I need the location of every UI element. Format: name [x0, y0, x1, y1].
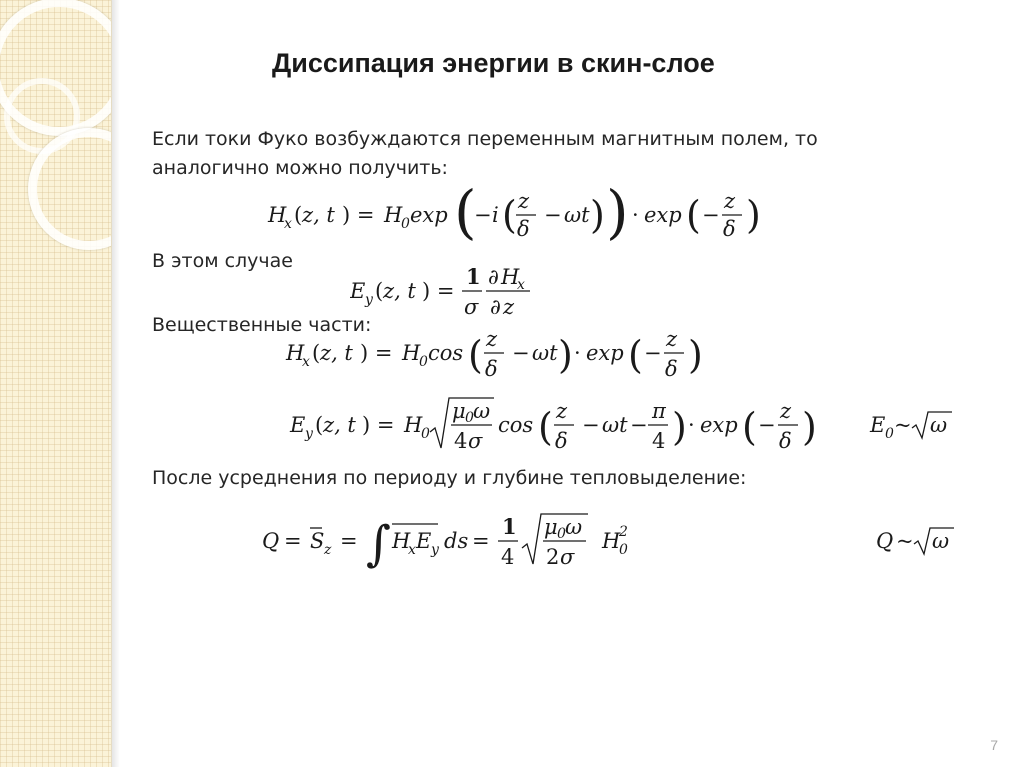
svg-text:~: ~ [894, 413, 912, 437]
svg-text:z, t: z, t [302, 203, 335, 227]
svg-text:(: ( [312, 341, 321, 365]
svg-text:(: ( [294, 203, 303, 227]
formula-ey-real [288, 392, 848, 456]
svg-text:z: z [556, 399, 568, 423]
svg-text:−: − [512, 341, 530, 365]
svg-text:z: z [780, 399, 792, 423]
svg-text:) =: ) = [360, 341, 393, 365]
svg-text:): ) [558, 333, 573, 377]
paragraph-real-parts: Вещественные части: [152, 314, 372, 336]
svg-text:∫: ∫ [366, 516, 392, 572]
svg-text:x: x [284, 216, 292, 232]
svg-text:E: E [416, 529, 432, 553]
svg-text:(: ( [686, 193, 701, 237]
svg-text:4: 4 [652, 429, 666, 453]
svg-text:0: 0 [619, 542, 628, 558]
svg-text:z: z [503, 295, 515, 319]
svg-text:exp: exp [644, 203, 682, 227]
svg-text:ωt: ωt [532, 341, 558, 365]
svg-text:δ: δ [555, 429, 568, 453]
svg-text:cos: cos [428, 341, 464, 365]
svg-text:−: − [758, 413, 776, 437]
svg-text:H: H [404, 413, 423, 437]
band-shadow [112, 0, 120, 767]
svg-text:(: ( [538, 405, 553, 449]
svg-text:E: E [350, 279, 366, 303]
slide-title: Диссипация энергии в скин-слое [272, 48, 715, 78]
svg-text:−: − [474, 203, 492, 227]
svg-text:x: x [408, 542, 416, 558]
svg-text:(: ( [315, 413, 324, 437]
svg-text:1: 1 [466, 264, 481, 289]
svg-text:0: 0 [885, 426, 894, 442]
formula-ey-complex [350, 258, 550, 324]
paragraph-intro-line-1: Если токи Фуко возбуждаются переменным магнитным полем, то [152, 128, 818, 150]
svg-text:ω: ω [565, 515, 583, 539]
paragraph-after-averaging: После усреднения по периоду и глубине тепловыделение: [152, 467, 747, 489]
paragraph-intro-line-2: аналогично можно получить: [152, 157, 448, 179]
svg-text:E: E [870, 413, 886, 437]
svg-text:1: 1 [502, 514, 517, 539]
svg-text:H: H [501, 265, 520, 289]
svg-text:): ) [802, 405, 817, 449]
svg-text:4: 4 [454, 429, 468, 453]
svg-text:H: H [602, 529, 621, 553]
svg-text:0: 0 [401, 216, 410, 232]
formula-q-average [258, 504, 658, 576]
svg-text:4: 4 [501, 545, 515, 569]
svg-text:Q: Q [262, 529, 280, 553]
svg-text:ωt: ωt [564, 203, 590, 227]
svg-text:cos: cos [498, 413, 534, 437]
svg-text:2: 2 [619, 524, 628, 540]
svg-text:y: y [305, 426, 313, 442]
svg-text:exp: exp [586, 341, 624, 365]
svg-text:S: S [310, 529, 325, 553]
svg-text:−: − [544, 203, 562, 227]
decorative-side-band [0, 0, 112, 767]
svg-text:=: = [284, 529, 302, 553]
svg-text:): ) [606, 180, 629, 246]
svg-text:Q: Q [876, 529, 894, 553]
svg-text:z: z [518, 189, 530, 213]
svg-text:z: z [324, 542, 332, 558]
svg-text:E: E [290, 413, 306, 437]
svg-text:0: 0 [421, 426, 430, 442]
paragraph-in-this-case: В этом случае [152, 250, 293, 272]
svg-text:∂: ∂ [490, 295, 501, 319]
svg-text:0: 0 [465, 410, 474, 426]
svg-text:y: y [431, 542, 439, 558]
svg-text:=: = [472, 529, 490, 553]
svg-text:): ) [746, 193, 761, 237]
svg-text:z: z [666, 327, 678, 351]
svg-text:(: ( [628, 333, 643, 377]
svg-text:): ) [672, 405, 687, 449]
svg-text:(: ( [375, 279, 384, 303]
svg-text:z, t: z, t [383, 279, 416, 303]
svg-text:ω: ω [473, 399, 491, 423]
svg-text:ω: ω [932, 529, 950, 553]
svg-text:x: x [302, 354, 310, 370]
svg-text:(: ( [502, 193, 517, 237]
svg-text:exp: exp [410, 203, 448, 227]
svg-text:·: · [688, 413, 695, 437]
svg-text:) =: ) = [422, 279, 455, 303]
svg-text:δ: δ [485, 357, 498, 381]
svg-text:): ) [688, 333, 703, 377]
svg-text:0: 0 [557, 526, 566, 542]
svg-text:2: 2 [546, 545, 560, 569]
svg-text:): ) [590, 193, 605, 237]
svg-text:H: H [286, 341, 305, 365]
page-number: 7 [990, 737, 998, 753]
svg-text:z, t: z, t [320, 341, 353, 365]
svg-text:·: · [632, 203, 639, 227]
svg-text:H: H [384, 203, 403, 227]
svg-text:ω: ω [930, 413, 948, 437]
svg-text:σ: σ [468, 429, 483, 453]
svg-text:z: z [724, 189, 736, 213]
svg-text:H: H [268, 203, 287, 227]
formula-hx-real [282, 326, 722, 386]
svg-text:x: x [517, 277, 525, 293]
svg-text:H: H [392, 529, 411, 553]
svg-text:i: i [492, 203, 499, 227]
svg-text:μ: μ [544, 515, 558, 539]
svg-text:(: ( [468, 333, 483, 377]
svg-text:ωt: ωt [602, 413, 628, 437]
svg-text:−: − [630, 413, 648, 437]
svg-text:−: − [582, 413, 600, 437]
svg-text:H: H [402, 341, 421, 365]
svg-text:δ: δ [723, 217, 736, 241]
formula-hx-complex [262, 180, 762, 250]
svg-text:∂: ∂ [488, 265, 499, 289]
svg-text:−: − [644, 341, 662, 365]
svg-text:ds: ds [444, 529, 469, 553]
svg-text:y: y [365, 292, 373, 308]
svg-text:0: 0 [419, 354, 428, 370]
svg-text:−: − [702, 203, 720, 227]
svg-text:σ: σ [560, 545, 575, 569]
svg-text:(: ( [454, 180, 477, 246]
svg-text:exp: exp [700, 413, 738, 437]
svg-text:~: ~ [896, 529, 914, 553]
svg-text:) =: ) = [342, 203, 375, 227]
svg-text:z: z [486, 327, 498, 351]
svg-text:δ: δ [779, 429, 792, 453]
svg-text:δ: δ [665, 357, 678, 381]
svg-text:σ: σ [464, 295, 479, 319]
svg-text:μ: μ [452, 399, 466, 423]
svg-text:π: π [652, 399, 666, 423]
svg-text:(: ( [742, 405, 757, 449]
svg-text:δ: δ [517, 217, 530, 241]
formula-e0-scaling [868, 404, 958, 444]
svg-text:) =: ) = [362, 413, 395, 437]
formula-q-scaling [874, 520, 964, 560]
svg-text:·: · [574, 341, 581, 365]
svg-text:z, t: z, t [323, 413, 356, 437]
svg-text:=: = [340, 529, 358, 553]
